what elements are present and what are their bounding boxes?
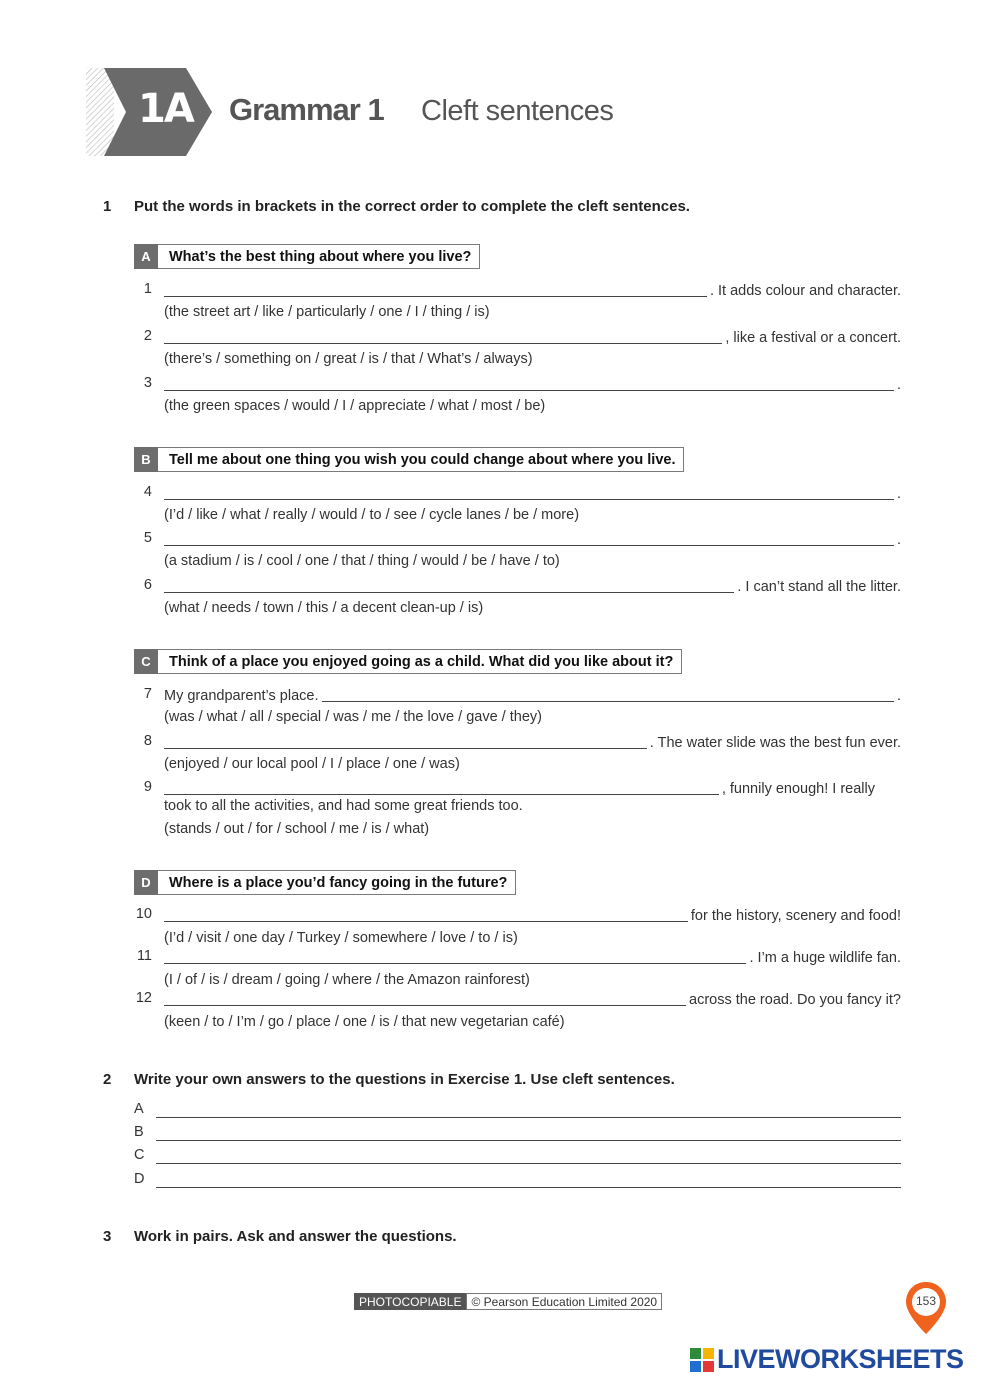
item-text-after: . bbox=[896, 532, 901, 548]
gap-fill-item bbox=[134, 375, 901, 395]
word-hint: (I’d / visit / one day / Turkey / somewhere / love / to / is) bbox=[164, 930, 518, 946]
section-header bbox=[134, 649, 682, 674]
item-text-after: . It adds colour and character. bbox=[709, 283, 901, 299]
answer-line[interactable] bbox=[164, 281, 707, 297]
gap-fill-item bbox=[134, 328, 901, 348]
answer-letter: D bbox=[134, 1171, 145, 1187]
liveworksheets-logo-icon bbox=[690, 1348, 714, 1372]
answer-line[interactable] bbox=[156, 1140, 901, 1141]
item-number: 11 bbox=[136, 948, 152, 964]
word-hint: (there’s / something on / great / is / that / What’s / always) bbox=[164, 351, 533, 367]
word-hint: (a stadium / is / cool / one / that / thing / would / be / have / to) bbox=[164, 553, 560, 569]
answer-row bbox=[134, 1101, 901, 1121]
section-question: What’s the best thing about where you live? bbox=[169, 248, 472, 265]
word-hint: (stands / out / for / school / me / is / what) bbox=[164, 821, 430, 837]
section-question: Where is a place you’d fancy going in the future? bbox=[169, 874, 508, 891]
answer-line[interactable] bbox=[164, 990, 686, 1006]
gap-fill-item bbox=[134, 577, 901, 597]
answer-line[interactable] bbox=[164, 733, 647, 749]
word-hint: (I’d / like / what / really / would / to / see / cycle lanes / be / more) bbox=[164, 507, 580, 523]
answer-line[interactable] bbox=[156, 1163, 901, 1164]
gap-fill-item bbox=[134, 484, 901, 504]
liveworksheets-brand[interactable] bbox=[690, 1344, 964, 1375]
item-text-after: . bbox=[896, 486, 901, 502]
section-letter: B bbox=[134, 447, 158, 472]
answer-line[interactable] bbox=[164, 328, 722, 344]
gap-fill-item bbox=[134, 281, 901, 301]
gap-fill-item bbox=[134, 530, 901, 550]
item-text-after: . I can’t stand all the litter. bbox=[737, 579, 901, 595]
item-text-after: . The water slide was the best fun ever. bbox=[649, 735, 901, 751]
item-number: 5 bbox=[143, 530, 152, 546]
answer-line[interactable] bbox=[322, 686, 894, 702]
gap-fill-item bbox=[134, 948, 901, 968]
word-hint: (the street art / like / particularly / one / I / thing / is) bbox=[164, 304, 490, 320]
section-question: Think of a place you enjoyed going as a child. What did you like about it? bbox=[169, 653, 674, 670]
item-number: 3 bbox=[143, 375, 152, 391]
answer-line[interactable] bbox=[164, 530, 894, 546]
item-number: 9 bbox=[143, 779, 152, 795]
answer-letter: B bbox=[134, 1124, 144, 1140]
item-text-after: . I’m a huge wildlife fan. bbox=[749, 950, 901, 966]
item-text-after: across the road. Do you fancy it? bbox=[689, 992, 901, 1008]
page-title: Grammar 1 bbox=[229, 92, 384, 127]
word-hint: (I / of / is / dream / going / where / the Amazon rainforest) bbox=[164, 972, 530, 988]
answer-line[interactable] bbox=[164, 779, 719, 795]
item-number: 6 bbox=[143, 577, 152, 593]
section-header bbox=[134, 870, 516, 895]
answer-line[interactable] bbox=[164, 948, 746, 964]
item-number: 1 bbox=[143, 281, 152, 297]
answer-letter: C bbox=[134, 1147, 145, 1163]
answer-line[interactable] bbox=[156, 1117, 901, 1118]
item-number: 12 bbox=[135, 990, 152, 1006]
gap-fill-item bbox=[134, 906, 901, 926]
answer-line[interactable] bbox=[156, 1187, 901, 1188]
item-number: 7 bbox=[143, 686, 152, 702]
section-letter: C bbox=[134, 649, 158, 674]
photocopiable-label: PHOTOCOPIABLE bbox=[354, 1293, 466, 1310]
gap-fill-item bbox=[134, 733, 901, 753]
word-hint: (what / needs / town / this / a decent clean-up / is) bbox=[164, 600, 484, 616]
item-number: 10 bbox=[135, 906, 152, 922]
answer-line[interactable] bbox=[164, 484, 894, 500]
gap-fill-item bbox=[134, 779, 901, 799]
exercise-number: 3 bbox=[103, 1228, 112, 1245]
section-letter: D bbox=[134, 870, 158, 895]
unit-code: 1A bbox=[138, 86, 193, 132]
item-text-after: . bbox=[896, 377, 901, 393]
answer-line[interactable] bbox=[164, 577, 734, 593]
page-number: 153 bbox=[915, 1294, 937, 1308]
gap-fill-item bbox=[134, 686, 901, 706]
item-text-after: for the history, scenery and food! bbox=[690, 908, 901, 924]
item-number: 2 bbox=[143, 328, 152, 344]
section-letter: A bbox=[134, 244, 158, 269]
gap-fill-item bbox=[134, 990, 901, 1010]
exercise-instruction: Put the words in brackets in the correct order to complete the cleft sentences. bbox=[134, 198, 690, 215]
section-question: Tell me about one thing you wish you could change about where you live. bbox=[169, 451, 676, 468]
liveworksheets-name: LIVEWORKSHEETS bbox=[717, 1344, 964, 1374]
item-text-after: . bbox=[896, 688, 901, 704]
item-text-after: , like a festival or a concert. bbox=[725, 330, 901, 346]
answer-row bbox=[134, 1147, 901, 1167]
item-text-before: My grandparent’s place. bbox=[164, 688, 319, 704]
footer-copyright bbox=[354, 1293, 662, 1310]
exercise-number: 1 bbox=[103, 198, 112, 215]
word-hint: (was / what / all / special / was / me / the love / gave / they) bbox=[164, 709, 542, 725]
item-continuation: took to all the activities, and had some great friends too. bbox=[164, 798, 523, 814]
item-number: 4 bbox=[143, 484, 152, 500]
word-hint: (keen / to / I’m / go / place / one / is / that new vegetarian café) bbox=[164, 1014, 565, 1030]
exercise-instruction: Work in pairs. Ask and answer the questions. bbox=[134, 1228, 457, 1245]
exercise-number: 2 bbox=[103, 1071, 112, 1088]
word-hint: (the green spaces / would / I / appreciate / what / most / be) bbox=[164, 398, 546, 414]
copyright-text: © Pearson Education Limited 2020 bbox=[466, 1293, 662, 1310]
page-subtitle: Cleft sentences bbox=[421, 95, 614, 127]
answer-line[interactable] bbox=[164, 906, 688, 922]
exercise-instruction: Write your own answers to the questions in Exercise 1. Use cleft sentences. bbox=[134, 1071, 675, 1088]
page-marker-icon bbox=[904, 1280, 948, 1336]
item-number: 8 bbox=[143, 733, 152, 749]
answer-row bbox=[134, 1171, 901, 1191]
answer-row bbox=[134, 1124, 901, 1144]
answer-letter: A bbox=[134, 1101, 144, 1117]
section-header bbox=[134, 447, 684, 472]
section-header bbox=[134, 244, 480, 269]
answer-line[interactable] bbox=[164, 375, 894, 391]
item-text-after: , funnily enough! I really bbox=[721, 781, 875, 797]
word-hint: (enjoyed / our local pool / I / place / one / was) bbox=[164, 756, 460, 772]
